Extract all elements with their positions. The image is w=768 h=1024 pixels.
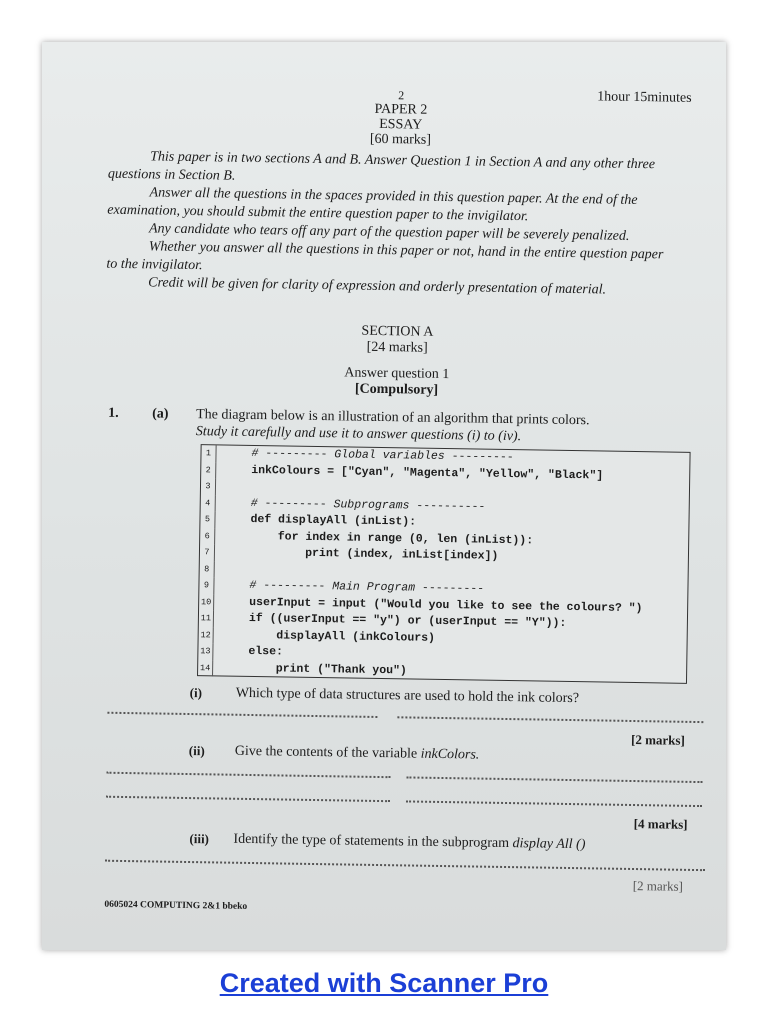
line-number: 2 — [201, 462, 216, 479]
scanned-exam-page — [42, 42, 726, 950]
answer-instruction: Answer question 1 — [344, 365, 450, 383]
answer-line[interactable] — [106, 772, 390, 778]
answer-line[interactable] — [105, 860, 705, 871]
code-listing — [197, 444, 691, 684]
answer-line[interactable] — [406, 800, 702, 807]
answer-line[interactable] — [406, 776, 702, 783]
code-text: def displayAll (inList): — [250, 512, 417, 529]
code-text: print ("Thank you") — [248, 661, 407, 677]
code-text: userInput = input ("Would you like to see the colours? ") — [249, 595, 643, 615]
line-number: 7 — [200, 544, 215, 561]
question-number: 1. — [108, 405, 119, 421]
subquestion-text — [235, 744, 480, 764]
answer-line[interactable] — [107, 712, 377, 718]
paper-title: PAPER 2 — [374, 101, 428, 118]
line-number: 8 — [200, 561, 215, 578]
section-marks: [24 marks] — [366, 339, 428, 356]
page-number: 2 — [398, 88, 405, 103]
line-number: 1 — [201, 445, 216, 462]
answer-line[interactable] — [106, 796, 390, 802]
duration: 1hour 15minutes — [597, 89, 692, 106]
code-text: print (index, inList[index]) — [249, 545, 499, 563]
instruction-line: This paper is in two sections A and B. Answer Question 1 in Section A and any other three — [150, 149, 656, 173]
line-number: 6 — [200, 528, 215, 545]
code-text: # --------- Main Program --------- — [249, 578, 485, 596]
subprogram-name: display All () — [512, 836, 586, 853]
line-number: 5 — [200, 511, 215, 528]
paper-code: 0605024 COMPUTING 2&1 bbeko — [104, 899, 248, 912]
subquestion-text — [233, 832, 585, 854]
marks-label: [2 marks] — [630, 731, 685, 748]
code-text: else: — [248, 644, 284, 659]
line-number: 10 — [199, 594, 214, 611]
compulsory-label: [Compulsory] — [354, 381, 439, 398]
line-number: 3 — [201, 478, 216, 495]
subquestion-label: (iii) — [189, 831, 210, 847]
line-number: 13 — [198, 643, 213, 660]
marks-label: [2 marks] — [632, 878, 684, 894]
code-text: if ((userInput == "y") or (userInput == "Y")): — [248, 611, 567, 630]
line-number: 11 — [199, 610, 214, 627]
subquestion-text: Which type of data structures are used to hold the ink colors? — [235, 685, 580, 707]
instruction-line: Credit will be given for clarity of expression and orderly presentation of material. — [148, 275, 607, 298]
subquestion-label: (ii) — [188, 743, 205, 759]
instruction-line: to the invigilator. — [106, 256, 203, 274]
line-number: 14 — [198, 660, 213, 677]
line-number: 4 — [201, 495, 216, 512]
paper-type: ESSAY — [379, 116, 423, 133]
instruction-line: questions in Section B. — [107, 166, 236, 184]
answer-line[interactable] — [397, 716, 703, 723]
instruction-line: Answer all the questions in the spaces provided in this question paper. At the end of the — [149, 185, 638, 209]
section-title: SECTION A — [361, 323, 434, 340]
question-part: (a) — [152, 406, 169, 422]
subquestion-text-main: Give the contents of the variable — [234, 743, 421, 762]
code-text: inkColours = ["Cyan", "Magenta", "Yellow", "Black"] — [251, 463, 604, 482]
variable-name: inkColors. — [420, 746, 480, 763]
code-text: for index in range (0, len (inList)): — [250, 529, 534, 547]
paper-marks: [60 marks] — [369, 131, 432, 148]
instruction-line: Whether you answer all the questions in this paper or not, hand in the entire question paper — [148, 239, 664, 263]
question-text: The diagram below is an illustration of an algorithm that prints colors. — [196, 407, 590, 429]
code-text: # --------- Subprograms ---------- — [250, 496, 486, 514]
subquestion-label: (i) — [189, 685, 203, 701]
instruction-line: Any candidate who tears off any part of the question paper will be severely penalized. — [148, 221, 630, 244]
line-number: 12 — [199, 627, 214, 644]
scanner-pro-link[interactable]: Created with Scanner Pro — [219, 968, 549, 998]
instruction-line: examination, you should submit the entire question paper to the invigilator. — [107, 202, 529, 225]
marks-label: [4 marks] — [633, 816, 688, 832]
code-text: # --------- Global variables --------- — [251, 446, 514, 465]
line-number: 9 — [199, 577, 214, 594]
subquestion-text-main: Identify the type of statements in the subprogram — [233, 831, 513, 852]
question-instruction: Study it carefully and use it to answer questions (i) to (iv). — [195, 424, 522, 445]
code-text: displayAll (inkColours) — [248, 628, 436, 645]
